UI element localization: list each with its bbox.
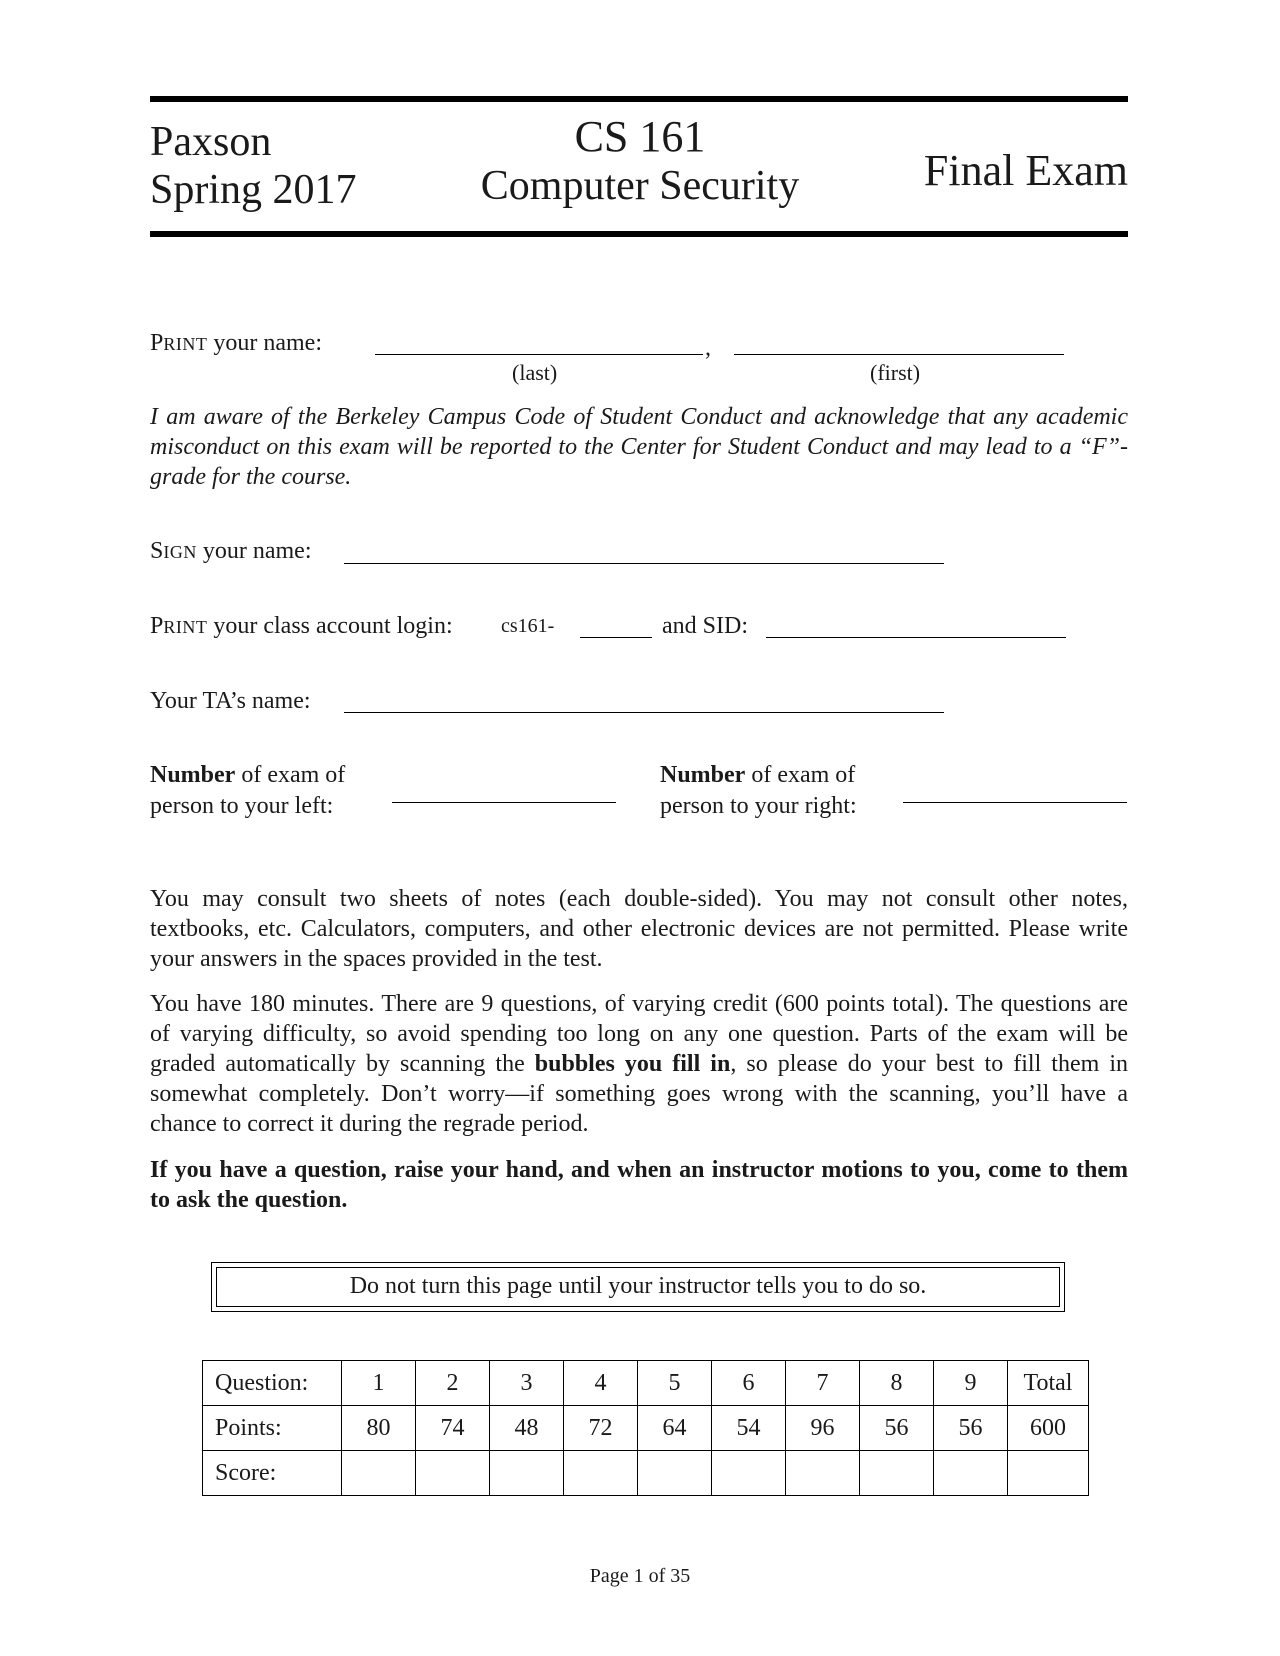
sign-name-smallcaps: IGN	[163, 542, 197, 562]
print-name-label	[150, 330, 322, 357]
left-neighbor-field[interactable]	[392, 802, 616, 803]
first-caption: (first)	[870, 360, 921, 385]
question-cell: 2	[416, 1361, 490, 1406]
right-neighbor-label	[660, 760, 857, 822]
points-cell: 96	[786, 1406, 860, 1451]
term: Spring 2017	[150, 167, 357, 213]
right-neighbor-line2: person to your right:	[660, 793, 857, 819]
question-cell: 1	[342, 1361, 416, 1406]
last-caption: (last)	[512, 360, 558, 385]
points-cell: 56	[860, 1406, 934, 1451]
score-cell[interactable]	[416, 1451, 490, 1496]
left-neighbor-line1	[150, 760, 345, 791]
instructions-bubbles: bubbles you fill in	[534, 1051, 731, 1077]
sign-name-label	[150, 538, 312, 565]
score-cell[interactable]	[860, 1451, 934, 1496]
question-cell: 9	[934, 1361, 1008, 1406]
question-cell: 4	[564, 1361, 638, 1406]
points-cell: 80	[342, 1406, 416, 1451]
instructor-name: Paxson	[150, 119, 272, 165]
instructions-time-before: You have 180 minutes. There are 9 questions, of varying credit (600 points total). The questions are of varying difficulty, so avoid spending too long on any one question. Parts of the exam will be graded automatically by scanning the	[150, 991, 1128, 1077]
question-cell-total: Total	[1008, 1361, 1089, 1406]
ta-name-label: Your TA’s name:	[150, 688, 311, 714]
points-cell: 72	[564, 1406, 638, 1451]
score-row	[203, 1451, 1089, 1496]
exam-type: Final Exam	[923, 146, 1128, 195]
points-row-label: Points:	[203, 1406, 342, 1451]
score-cell[interactable]	[786, 1451, 860, 1496]
ta-name-field[interactable]	[344, 712, 944, 713]
login-smallcaps: RINT	[163, 617, 208, 637]
score-table	[202, 1360, 1089, 1496]
header-top-rule	[150, 96, 1128, 102]
points-row	[203, 1406, 1089, 1451]
signature-field[interactable]	[344, 563, 944, 564]
points-cell: 54	[712, 1406, 786, 1451]
question-cell: 7	[786, 1361, 860, 1406]
points-cell: 64	[638, 1406, 712, 1451]
question-cell: 6	[712, 1361, 786, 1406]
score-cell[interactable]	[934, 1451, 1008, 1496]
points-cell: 56	[934, 1406, 1008, 1451]
print-name-prefix: P	[150, 330, 164, 356]
right-neighbor-field[interactable]	[903, 802, 1127, 803]
points-cell: 48	[490, 1406, 564, 1451]
score-cell[interactable]	[342, 1451, 416, 1496]
score-cell-total[interactable]	[1008, 1451, 1089, 1496]
left-neighbor-bold: Number	[150, 762, 236, 788]
left-neighbor-rest: of exam of	[235, 762, 346, 788]
score-cell[interactable]	[638, 1451, 712, 1496]
honor-statement: I am aware of the Berkeley Campus Code of Student Conduct and acknowledge that any academic misconduct on this exam will be reported to the Center for Student Conduct and may lead to a “F”-grade for the course.	[150, 404, 1128, 490]
login-prefix-letter: P	[150, 613, 164, 639]
instructions-time-after: , so please do your best to fill them in somewhat completely. Don’t worry—if something goes wrong with the scanning, you’ll have a chance to correct it during the regrade period.	[150, 1051, 1129, 1137]
login-rest: your class account login:	[207, 613, 453, 639]
instructions-time	[150, 989, 1128, 1139]
instructions-notes: You may consult two sheets of notes (each double-sided). You may not consult other notes, textbooks, etc. Calculators, computers, and other electronic devices are not permitted. Please write your answers in the spaces provided in the test.	[150, 886, 1128, 972]
points-cell-total: 600	[1008, 1406, 1089, 1451]
sid-field[interactable]	[766, 637, 1066, 638]
instructions-questions: If you have a question, raise your hand, and when an instructor motions to you, come to them to ask the question.	[150, 1157, 1128, 1213]
score-cell[interactable]	[564, 1451, 638, 1496]
right-neighbor-line1	[660, 760, 857, 791]
course-name: Computer Security	[480, 163, 800, 209]
score-cell[interactable]	[490, 1451, 564, 1496]
page-number: Page 1 of 35	[589, 1565, 691, 1587]
sid-label: and SID:	[662, 613, 748, 639]
notice-box	[211, 1262, 1065, 1312]
left-neighbor-label	[150, 760, 345, 822]
score-cell[interactable]	[712, 1451, 786, 1496]
login-label	[150, 613, 453, 640]
header-left	[150, 118, 357, 214]
print-name-rest: your name:	[207, 330, 322, 356]
right-neighbor-bold: Number	[660, 762, 746, 788]
login-prefix: cs161-	[501, 615, 555, 637]
login-field[interactable]	[580, 637, 652, 638]
right-neighbor-rest: of exam of	[745, 762, 856, 788]
question-cell: 5	[638, 1361, 712, 1406]
question-cell: 8	[860, 1361, 934, 1406]
print-name-smallcaps: RINT	[163, 334, 208, 354]
left-neighbor-line2: person to your left:	[150, 793, 334, 819]
question-row-label: Question:	[203, 1361, 342, 1406]
header-bottom-rule	[150, 231, 1128, 237]
sign-name-rest: your name:	[196, 538, 312, 564]
question-row	[203, 1361, 1089, 1406]
sign-name-prefix: S	[150, 538, 164, 564]
last-name-field[interactable]	[375, 354, 703, 355]
course-code: CS 161	[574, 112, 706, 161]
notice-text: Do not turn this page until your instructor tells you to do so.	[216, 1267, 1060, 1307]
question-cell: 3	[490, 1361, 564, 1406]
name-comma: ,	[705, 335, 711, 361]
header-center	[430, 112, 850, 210]
first-name-field[interactable]	[734, 354, 1064, 355]
points-cell: 74	[416, 1406, 490, 1451]
score-row-label: Score:	[203, 1451, 342, 1496]
